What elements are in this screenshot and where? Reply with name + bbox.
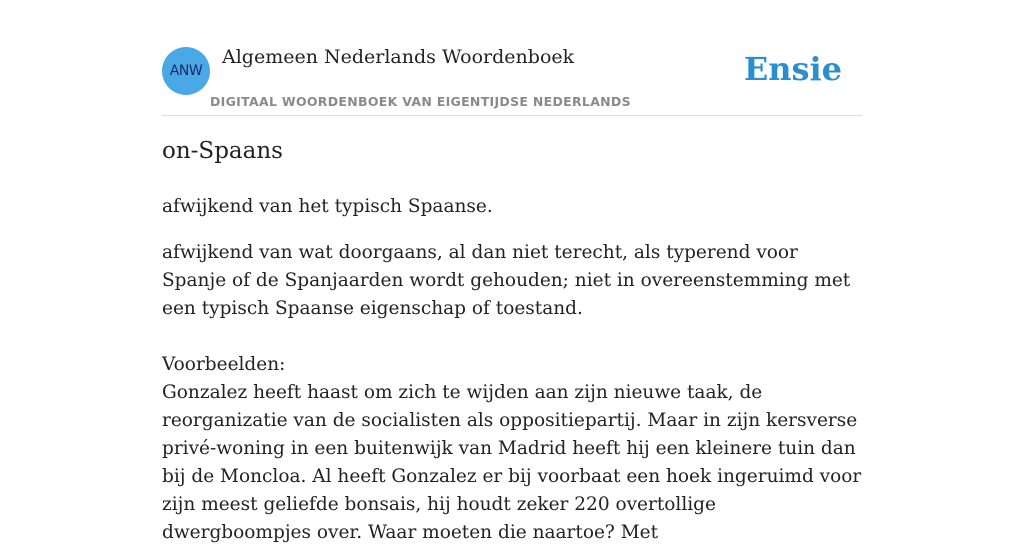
example-text: Gonzalez heeft haast om zich te wijden aan zijn nieuwe taak, de reorganizatie van de socialisten als oppositiepartij. Maar in zijn kersverse privé-woning in een buitenwijk van Madrid heeft hij een kleinere tuin dan bij de Moncloa. Al heeft Gonzalez er bij voorbaat een hoek ingeruimd voor zijn meest geliefde bonsais, hij houdt zeker 220 overtollige dwergboompjes over. Waar moeten die naartoe? Met bbox=[162, 382, 862, 543]
long-definition: afwijkend van wat doorgaans, al dan niet terecht, als typerend voor Spanje of de Spanjaarden wordt gehouden; niet in overeenstemming met een typisch Spaanse eigenschap of toestand. bbox=[162, 242, 851, 319]
page bbox=[162, 0, 862, 543]
entry-title: on-Spaans bbox=[162, 138, 283, 164]
site-title[interactable]: Algemeen Nederlands Woordenboek bbox=[222, 46, 575, 68]
short-definition: afwijkend van het typisch Spaanse. bbox=[162, 196, 493, 217]
long-definition-block bbox=[162, 239, 862, 547]
logo-text: ANW bbox=[169, 63, 203, 79]
anw-logo[interactable] bbox=[162, 47, 210, 95]
examples-label: Voorbeelden: bbox=[162, 354, 286, 375]
site-header bbox=[162, 0, 862, 116]
ensie-brand-link[interactable]: Ensie bbox=[743, 50, 842, 88]
site-subtitle: DIGITAAL WOORDENBOEK VAN EIGENTIJDSE NEDERLANDS bbox=[210, 94, 631, 109]
